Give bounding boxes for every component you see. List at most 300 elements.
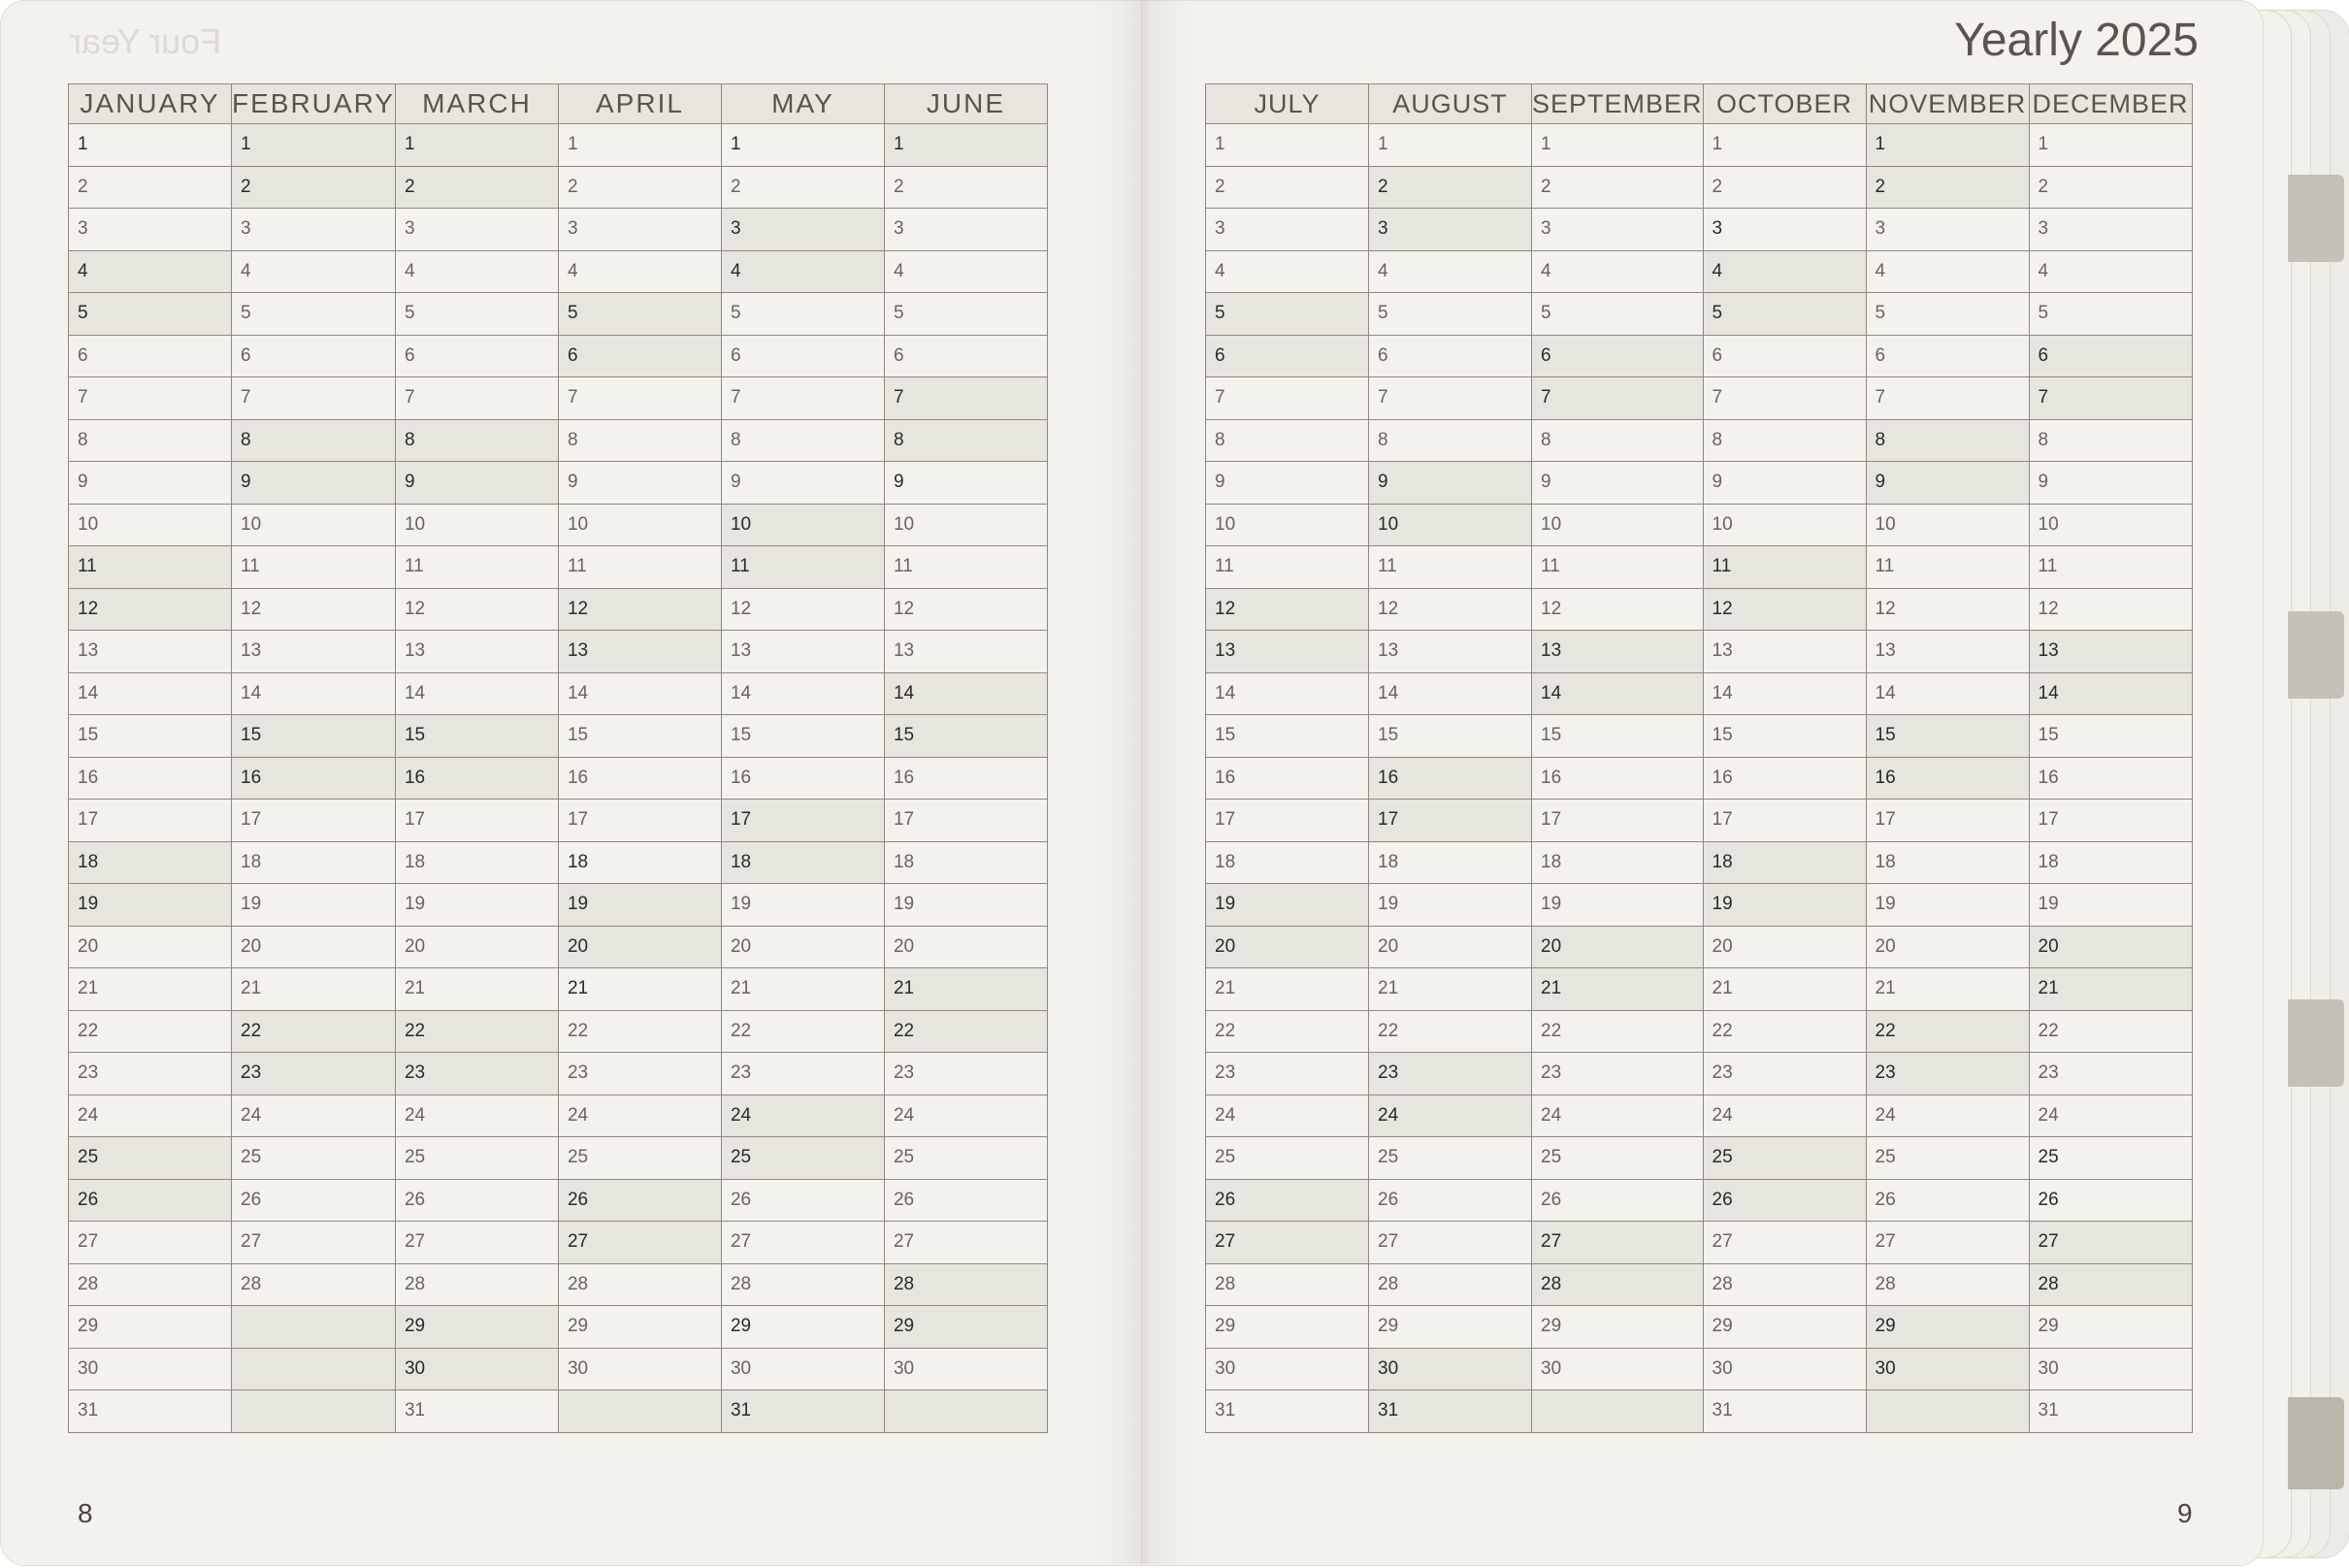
day-cell[interactable]: 13 <box>884 631 1047 673</box>
day-cell[interactable]: 18 <box>232 841 396 884</box>
day-cell[interactable]: 4 <box>1369 250 1532 293</box>
day-cell[interactable]: 23 <box>2029 1053 2192 1095</box>
day-cell[interactable]: 6 <box>395 335 558 377</box>
day-cell[interactable]: 27 <box>1532 1222 1704 1264</box>
day-cell[interactable]: 22 <box>558 1010 721 1053</box>
day-cell[interactable]: 2 <box>1206 166 1369 209</box>
day-cell[interactable]: 31 <box>395 1390 558 1433</box>
day-cell[interactable]: 21 <box>1532 968 1704 1011</box>
day-cell[interactable]: 6 <box>232 335 396 377</box>
day-cell[interactable]: 27 <box>395 1222 558 1264</box>
day-cell[interactable]: 8 <box>232 419 396 462</box>
day-cell[interactable]: 17 <box>2029 800 2192 842</box>
day-cell[interactable]: 26 <box>721 1179 884 1222</box>
day-cell[interactable]: 31 <box>721 1390 884 1433</box>
day-cell[interactable]: 12 <box>721 588 884 631</box>
day-cell[interactable]: 10 <box>395 504 558 546</box>
day-cell[interactable]: 16 <box>558 757 721 800</box>
day-cell[interactable]: 12 <box>232 588 396 631</box>
day-cell[interactable]: 4 <box>721 250 884 293</box>
day-cell[interactable]: 12 <box>884 588 1047 631</box>
day-cell[interactable]: 20 <box>1532 926 1704 968</box>
day-cell[interactable]: 23 <box>1703 1053 1866 1095</box>
day-cell[interactable]: 9 <box>1206 462 1369 505</box>
day-cell[interactable]: 25 <box>232 1137 396 1180</box>
day-cell[interactable]: 16 <box>1206 757 1369 800</box>
day-cell[interactable]: 30 <box>1866 1348 2029 1390</box>
day-cell[interactable]: 11 <box>1206 546 1369 589</box>
day-cell[interactable]: 12 <box>395 588 558 631</box>
day-cell[interactable]: 16 <box>69 757 232 800</box>
day-cell[interactable]: 10 <box>69 504 232 546</box>
day-cell[interactable]: 9 <box>884 462 1047 505</box>
day-cell[interactable]: 24 <box>395 1094 558 1137</box>
day-cell[interactable]: 3 <box>1703 209 1866 251</box>
day-cell[interactable]: 18 <box>1206 841 1369 884</box>
day-cell[interactable]: 24 <box>1532 1094 1704 1137</box>
day-cell[interactable]: 30 <box>721 1348 884 1390</box>
day-cell[interactable]: 31 <box>69 1390 232 1433</box>
day-cell[interactable]: 19 <box>558 884 721 927</box>
day-cell[interactable]: 30 <box>395 1348 558 1390</box>
day-cell[interactable]: 6 <box>558 335 721 377</box>
day-cell[interactable]: 2 <box>1532 166 1704 209</box>
day-cell[interactable]: 5 <box>558 293 721 336</box>
day-cell[interactable]: 24 <box>558 1094 721 1137</box>
day-cell[interactable]: 8 <box>1369 419 1532 462</box>
day-cell[interactable]: 11 <box>884 546 1047 589</box>
day-cell[interactable]: 20 <box>1206 926 1369 968</box>
day-cell[interactable]: 9 <box>69 462 232 505</box>
day-cell[interactable]: 6 <box>1369 335 1532 377</box>
day-cell[interactable]: 5 <box>1206 293 1369 336</box>
day-cell[interactable]: 26 <box>558 1179 721 1222</box>
day-cell[interactable]: 21 <box>395 968 558 1011</box>
day-cell[interactable]: 6 <box>884 335 1047 377</box>
day-cell[interactable]: 1 <box>232 124 396 167</box>
day-cell[interactable]: 15 <box>1532 715 1704 758</box>
day-cell[interactable]: 25 <box>558 1137 721 1180</box>
day-cell[interactable]: 29 <box>721 1306 884 1349</box>
day-cell[interactable]: 21 <box>558 968 721 1011</box>
day-cell[interactable]: 3 <box>69 209 232 251</box>
day-cell[interactable]: 31 <box>1369 1390 1532 1433</box>
day-cell[interactable]: 29 <box>1206 1306 1369 1349</box>
day-cell[interactable]: 23 <box>1866 1053 2029 1095</box>
day-cell[interactable]: 31 <box>1703 1390 1866 1433</box>
day-cell[interactable]: 28 <box>232 1263 396 1306</box>
day-cell[interactable]: 3 <box>232 209 396 251</box>
day-cell[interactable]: 25 <box>69 1137 232 1180</box>
day-cell[interactable]: 23 <box>1206 1053 1369 1095</box>
day-cell[interactable]: 13 <box>1369 631 1532 673</box>
day-cell[interactable]: 18 <box>69 841 232 884</box>
index-tab[interactable] <box>2288 999 2344 1087</box>
day-cell[interactable]: 10 <box>1206 504 1369 546</box>
day-cell[interactable]: 27 <box>721 1222 884 1264</box>
day-cell[interactable]: 5 <box>395 293 558 336</box>
day-cell[interactable]: 14 <box>1866 672 2029 715</box>
day-cell[interactable]: 22 <box>1206 1010 1369 1053</box>
day-cell[interactable]: 4 <box>395 250 558 293</box>
day-cell[interactable]: 27 <box>232 1222 396 1264</box>
day-cell[interactable]: 26 <box>232 1179 396 1222</box>
day-cell[interactable]: 14 <box>1532 672 1704 715</box>
day-cell[interactable]: 30 <box>1369 1348 1532 1390</box>
day-cell[interactable]: 2 <box>721 166 884 209</box>
day-cell[interactable]: 1 <box>1206 124 1369 167</box>
day-cell[interactable]: 11 <box>1369 546 1532 589</box>
day-cell[interactable]: 3 <box>1866 209 2029 251</box>
day-cell[interactable]: 6 <box>721 335 884 377</box>
day-cell[interactable]: 18 <box>1703 841 1866 884</box>
index-tab[interactable] <box>2288 175 2344 262</box>
day-cell[interactable]: 1 <box>1866 124 2029 167</box>
day-cell[interactable]: 30 <box>1206 1348 1369 1390</box>
day-cell[interactable]: 14 <box>1369 672 1532 715</box>
day-cell[interactable]: 30 <box>558 1348 721 1390</box>
day-cell[interactable]: 30 <box>1703 1348 1866 1390</box>
day-cell[interactable]: 1 <box>1369 124 1532 167</box>
day-cell[interactable]: 29 <box>395 1306 558 1349</box>
index-tab-current[interactable] <box>2288 1397 2344 1489</box>
day-cell[interactable]: 16 <box>1532 757 1704 800</box>
day-cell[interactable]: 6 <box>1532 335 1704 377</box>
day-cell[interactable]: 17 <box>1866 800 2029 842</box>
day-cell[interactable]: 13 <box>721 631 884 673</box>
day-cell[interactable]: 15 <box>2029 715 2192 758</box>
day-cell[interactable]: 24 <box>232 1094 396 1137</box>
day-cell[interactable]: 20 <box>395 926 558 968</box>
day-cell[interactable]: 27 <box>2029 1222 2192 1264</box>
day-cell[interactable]: 7 <box>2029 377 2192 420</box>
day-cell[interactable]: 27 <box>1866 1222 2029 1264</box>
day-cell[interactable]: 2 <box>884 166 1047 209</box>
day-cell[interactable]: 5 <box>1703 293 1866 336</box>
day-cell[interactable]: 25 <box>721 1137 884 1180</box>
day-cell[interactable]: 15 <box>1703 715 1866 758</box>
day-cell[interactable]: 23 <box>884 1053 1047 1095</box>
day-cell[interactable]: 8 <box>1532 419 1704 462</box>
day-cell[interactable]: 1 <box>721 124 884 167</box>
day-cell[interactable]: 21 <box>884 968 1047 1011</box>
day-cell[interactable]: 3 <box>1206 209 1369 251</box>
day-cell[interactable]: 16 <box>1369 757 1532 800</box>
day-cell[interactable]: 10 <box>1532 504 1704 546</box>
day-cell[interactable]: 11 <box>558 546 721 589</box>
day-cell[interactable]: 15 <box>721 715 884 758</box>
day-cell[interactable]: 13 <box>1703 631 1866 673</box>
day-cell[interactable]: 30 <box>1532 1348 1704 1390</box>
day-cell[interactable]: 1 <box>884 124 1047 167</box>
day-cell[interactable]: 14 <box>1703 672 1866 715</box>
day-cell[interactable]: 18 <box>1532 841 1704 884</box>
day-cell[interactable]: 4 <box>884 250 1047 293</box>
day-cell[interactable]: 10 <box>1866 504 2029 546</box>
day-cell[interactable]: 30 <box>69 1348 232 1390</box>
day-cell[interactable]: 21 <box>232 968 396 1011</box>
day-cell[interactable]: 2 <box>1369 166 1532 209</box>
day-cell[interactable]: 13 <box>232 631 396 673</box>
day-cell[interactable]: 26 <box>395 1179 558 1222</box>
day-cell[interactable]: 23 <box>69 1053 232 1095</box>
day-cell[interactable]: 1 <box>69 124 232 167</box>
day-cell[interactable]: 11 <box>69 546 232 589</box>
day-cell[interactable]: 12 <box>1703 588 1866 631</box>
day-cell[interactable]: 10 <box>1703 504 1866 546</box>
day-cell[interactable]: 24 <box>1369 1094 1532 1137</box>
day-cell[interactable]: 26 <box>884 1179 1047 1222</box>
day-cell[interactable]: 6 <box>69 335 232 377</box>
day-cell[interactable]: 18 <box>395 841 558 884</box>
day-cell[interactable]: 29 <box>558 1306 721 1349</box>
day-cell[interactable]: 25 <box>1866 1137 2029 1180</box>
day-cell[interactable]: 17 <box>884 800 1047 842</box>
day-cell[interactable]: 9 <box>1703 462 1866 505</box>
day-cell[interactable]: 19 <box>232 884 396 927</box>
day-cell[interactable]: 29 <box>2029 1306 2192 1349</box>
day-cell[interactable]: 25 <box>1369 1137 1532 1180</box>
day-cell[interactable]: 13 <box>1206 631 1369 673</box>
day-cell[interactable]: 7 <box>721 377 884 420</box>
day-cell[interactable]: 25 <box>395 1137 558 1180</box>
day-cell[interactable]: 9 <box>2029 462 2192 505</box>
day-cell[interactable]: 24 <box>69 1094 232 1137</box>
day-cell[interactable]: 7 <box>232 377 396 420</box>
day-cell[interactable]: 28 <box>721 1263 884 1306</box>
day-cell[interactable]: 28 <box>558 1263 721 1306</box>
day-cell[interactable]: 21 <box>1866 968 2029 1011</box>
day-cell[interactable]: 19 <box>1369 884 1532 927</box>
day-cell[interactable]: 14 <box>884 672 1047 715</box>
day-cell[interactable]: 17 <box>1206 800 1369 842</box>
day-cell[interactable]: 8 <box>1866 419 2029 462</box>
day-cell[interactable]: 18 <box>884 841 1047 884</box>
day-cell[interactable]: 18 <box>721 841 884 884</box>
day-cell[interactable]: 3 <box>1532 209 1704 251</box>
day-cell[interactable]: 24 <box>1866 1094 2029 1137</box>
index-tab[interactable] <box>2288 611 2344 699</box>
day-cell[interactable]: 17 <box>1703 800 1866 842</box>
day-cell[interactable]: 31 <box>1206 1390 1369 1433</box>
day-cell[interactable]: 13 <box>395 631 558 673</box>
day-cell[interactable]: 23 <box>1369 1053 1532 1095</box>
day-cell[interactable]: 1 <box>2029 124 2192 167</box>
day-cell[interactable]: 25 <box>1206 1137 1369 1180</box>
day-cell[interactable]: 4 <box>1866 250 2029 293</box>
day-cell[interactable]: 22 <box>395 1010 558 1053</box>
day-cell[interactable]: 10 <box>721 504 884 546</box>
day-cell[interactable]: 19 <box>69 884 232 927</box>
day-cell[interactable]: 29 <box>1369 1306 1532 1349</box>
day-cell[interactable]: 10 <box>558 504 721 546</box>
day-cell[interactable]: 20 <box>721 926 884 968</box>
day-cell[interactable]: 4 <box>2029 250 2192 293</box>
day-cell[interactable]: 3 <box>395 209 558 251</box>
day-cell[interactable]: 23 <box>395 1053 558 1095</box>
day-cell[interactable]: 27 <box>1369 1222 1532 1264</box>
day-cell[interactable]: 5 <box>1369 293 1532 336</box>
day-cell[interactable]: 19 <box>2029 884 2192 927</box>
day-cell[interactable]: 2 <box>1866 166 2029 209</box>
day-cell[interactable]: 14 <box>721 672 884 715</box>
day-cell[interactable]: 20 <box>2029 926 2192 968</box>
day-cell[interactable]: 7 <box>1703 377 1866 420</box>
day-cell[interactable]: 9 <box>721 462 884 505</box>
day-cell[interactable]: 4 <box>232 250 396 293</box>
day-cell[interactable]: 22 <box>232 1010 396 1053</box>
day-cell[interactable]: 27 <box>558 1222 721 1264</box>
day-cell[interactable]: 3 <box>558 209 721 251</box>
day-cell[interactable]: 18 <box>1369 841 1532 884</box>
day-cell[interactable]: 22 <box>721 1010 884 1053</box>
day-cell[interactable]: 26 <box>1703 1179 1866 1222</box>
day-cell[interactable]: 23 <box>232 1053 396 1095</box>
day-cell[interactable]: 14 <box>2029 672 2192 715</box>
day-cell[interactable]: 8 <box>721 419 884 462</box>
day-cell[interactable]: 3 <box>1369 209 1532 251</box>
day-cell[interactable]: 19 <box>395 884 558 927</box>
day-cell[interactable]: 19 <box>1703 884 1866 927</box>
day-cell[interactable]: 24 <box>1703 1094 1866 1137</box>
day-cell[interactable]: 1 <box>395 124 558 167</box>
day-cell[interactable]: 21 <box>1703 968 1866 1011</box>
day-cell[interactable]: 15 <box>1866 715 2029 758</box>
day-cell[interactable]: 14 <box>395 672 558 715</box>
day-cell[interactable]: 8 <box>2029 419 2192 462</box>
day-cell[interactable]: 27 <box>884 1222 1047 1264</box>
day-cell[interactable]: 26 <box>1532 1179 1704 1222</box>
day-cell[interactable]: 1 <box>1703 124 1866 167</box>
day-cell[interactable]: 7 <box>1206 377 1369 420</box>
day-cell[interactable]: 10 <box>232 504 396 546</box>
day-cell[interactable]: 2 <box>69 166 232 209</box>
day-cell[interactable]: 27 <box>69 1222 232 1264</box>
day-cell[interactable]: 22 <box>1866 1010 2029 1053</box>
day-cell[interactable]: 15 <box>884 715 1047 758</box>
day-cell[interactable]: 26 <box>2029 1179 2192 1222</box>
day-cell[interactable]: 2 <box>1703 166 1866 209</box>
day-cell[interactable]: 3 <box>2029 209 2192 251</box>
day-cell[interactable]: 17 <box>721 800 884 842</box>
day-cell[interactable]: 13 <box>2029 631 2192 673</box>
day-cell[interactable]: 26 <box>69 1179 232 1222</box>
day-cell[interactable]: 21 <box>721 968 884 1011</box>
day-cell[interactable]: 5 <box>721 293 884 336</box>
day-cell[interactable]: 8 <box>1206 419 1369 462</box>
day-cell[interactable]: 25 <box>2029 1137 2192 1180</box>
day-cell[interactable]: 25 <box>1532 1137 1704 1180</box>
day-cell[interactable]: 29 <box>1866 1306 2029 1349</box>
day-cell[interactable]: 28 <box>1866 1263 2029 1306</box>
day-cell[interactable]: 17 <box>558 800 721 842</box>
day-cell[interactable]: 28 <box>2029 1263 2192 1306</box>
day-cell[interactable]: 17 <box>395 800 558 842</box>
day-cell[interactable]: 7 <box>1369 377 1532 420</box>
day-cell[interactable]: 22 <box>1703 1010 1866 1053</box>
day-cell[interactable]: 24 <box>884 1094 1047 1137</box>
day-cell[interactable]: 10 <box>884 504 1047 546</box>
day-cell[interactable]: 5 <box>1866 293 2029 336</box>
day-cell[interactable]: 18 <box>2029 841 2192 884</box>
day-cell[interactable]: 19 <box>1532 884 1704 927</box>
day-cell[interactable]: 1 <box>1532 124 1704 167</box>
day-cell[interactable]: 5 <box>232 293 396 336</box>
day-cell[interactable]: 4 <box>1206 250 1369 293</box>
day-cell[interactable]: 9 <box>232 462 396 505</box>
day-cell[interactable]: 20 <box>1703 926 1866 968</box>
day-cell[interactable]: 14 <box>1206 672 1369 715</box>
day-cell[interactable]: 19 <box>1866 884 2029 927</box>
day-cell[interactable]: 2 <box>395 166 558 209</box>
day-cell[interactable]: 16 <box>2029 757 2192 800</box>
day-cell[interactable]: 3 <box>884 209 1047 251</box>
day-cell[interactable]: 8 <box>69 419 232 462</box>
day-cell[interactable]: 28 <box>1369 1263 1532 1306</box>
day-cell[interactable]: 12 <box>1369 588 1532 631</box>
day-cell[interactable]: 9 <box>1369 462 1532 505</box>
day-cell[interactable]: 12 <box>2029 588 2192 631</box>
day-cell[interactable]: 15 <box>1369 715 1532 758</box>
day-cell[interactable]: 8 <box>558 419 721 462</box>
day-cell[interactable]: 24 <box>1206 1094 1369 1137</box>
day-cell[interactable]: 7 <box>1532 377 1704 420</box>
day-cell[interactable]: 3 <box>721 209 884 251</box>
day-cell[interactable]: 7 <box>1866 377 2029 420</box>
day-cell[interactable]: 5 <box>884 293 1047 336</box>
day-cell[interactable]: 17 <box>1532 800 1704 842</box>
day-cell[interactable]: 21 <box>1369 968 1532 1011</box>
day-cell[interactable]: 7 <box>558 377 721 420</box>
day-cell[interactable]: 17 <box>232 800 396 842</box>
day-cell[interactable]: 30 <box>2029 1348 2192 1390</box>
day-cell[interactable]: 11 <box>2029 546 2192 589</box>
day-cell[interactable]: 20 <box>884 926 1047 968</box>
day-cell[interactable]: 23 <box>721 1053 884 1095</box>
day-cell[interactable]: 16 <box>721 757 884 800</box>
day-cell[interactable]: 13 <box>1532 631 1704 673</box>
day-cell[interactable]: 9 <box>558 462 721 505</box>
day-cell[interactable]: 21 <box>69 968 232 1011</box>
day-cell[interactable]: 2 <box>558 166 721 209</box>
day-cell[interactable]: 22 <box>69 1010 232 1053</box>
day-cell[interactable]: 20 <box>69 926 232 968</box>
day-cell[interactable]: 31 <box>2029 1390 2192 1433</box>
day-cell[interactable]: 13 <box>1866 631 2029 673</box>
day-cell[interactable]: 15 <box>558 715 721 758</box>
day-cell[interactable]: 18 <box>558 841 721 884</box>
day-cell[interactable]: 15 <box>395 715 558 758</box>
day-cell[interactable]: 6 <box>1866 335 2029 377</box>
day-cell[interactable]: 26 <box>1369 1179 1532 1222</box>
day-cell[interactable]: 10 <box>1369 504 1532 546</box>
day-cell[interactable]: 1 <box>558 124 721 167</box>
day-cell[interactable]: 11 <box>721 546 884 589</box>
day-cell[interactable]: 8 <box>395 419 558 462</box>
day-cell[interactable]: 21 <box>2029 968 2192 1011</box>
day-cell[interactable]: 30 <box>884 1348 1047 1390</box>
day-cell[interactable]: 28 <box>1703 1263 1866 1306</box>
day-cell[interactable]: 19 <box>884 884 1047 927</box>
day-cell[interactable]: 16 <box>232 757 396 800</box>
day-cell[interactable]: 15 <box>69 715 232 758</box>
day-cell[interactable]: 25 <box>1703 1137 1866 1180</box>
day-cell[interactable]: 14 <box>69 672 232 715</box>
day-cell[interactable]: 11 <box>395 546 558 589</box>
day-cell[interactable]: 22 <box>1532 1010 1704 1053</box>
day-cell[interactable]: 20 <box>1866 926 2029 968</box>
day-cell[interactable]: 6 <box>2029 335 2192 377</box>
